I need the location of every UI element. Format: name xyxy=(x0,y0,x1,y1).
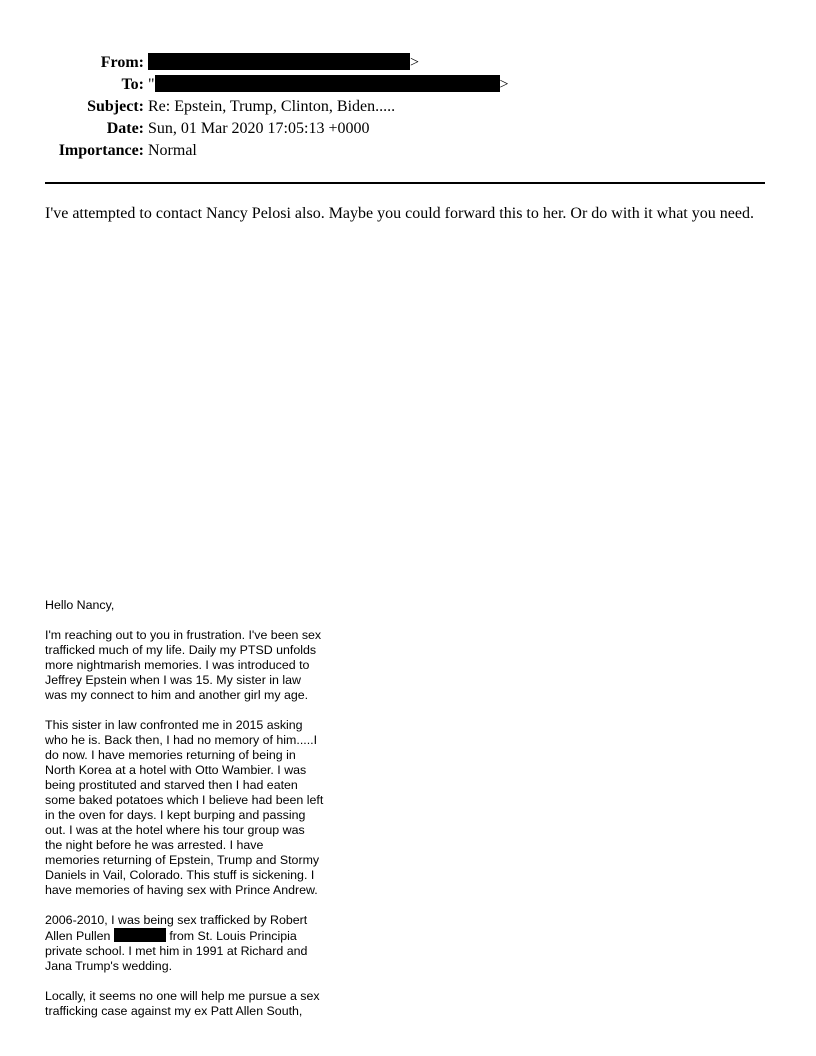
letter-line: trafficked much of my life. Daily my PTSD unfolds xyxy=(45,643,317,657)
date-row xyxy=(0,118,509,140)
from-row xyxy=(0,52,509,74)
intro-message: I've attempted to contact Nancy Pelosi also. Maybe you could forward this to her. Or do with it what you need. xyxy=(45,205,754,222)
letter-line: do now. I have memories returning of being in xyxy=(45,748,296,762)
letter-line: private school. I met him in 1991 at Richard and xyxy=(45,944,308,958)
to-value xyxy=(148,74,509,96)
redaction-box xyxy=(155,75,500,92)
date-value: Sun, 01 Mar 2020 17:05:13 +0000 xyxy=(148,120,370,137)
letter-fragment: Allen Pullen xyxy=(45,929,114,943)
letter-line: Daniels in Vail, Colorado. This stuff is sickening. I xyxy=(45,868,315,882)
letter-line: North Korea at a hotel with Otto Wambier. I was xyxy=(45,763,307,777)
letter-line: out. I was at the hotel where his tour group was xyxy=(45,823,305,837)
forwarded-letter xyxy=(45,598,345,1019)
to-label: To: xyxy=(121,76,144,93)
email-header xyxy=(0,52,509,162)
redaction-box xyxy=(114,928,166,942)
letter-line: more nightmarish memories. I was introduced to xyxy=(45,658,310,672)
letter-line: being prostituted and starved then I had eaten xyxy=(45,778,298,792)
letter-line: Jana Trump's wedding. xyxy=(45,959,173,973)
to-row xyxy=(0,74,509,96)
letter-line: I'm reaching out to you in frustration. I've been sex xyxy=(45,628,322,642)
letter-line xyxy=(45,928,345,944)
letter-greeting: Hello Nancy, xyxy=(45,598,115,612)
letter-line: in the oven for days. I kept burping and passing xyxy=(45,808,306,822)
importance-row xyxy=(0,140,509,162)
letter-line: Jeffrey Epstein when I was 15. My sister in law xyxy=(45,673,301,687)
from-suffix: > xyxy=(410,54,420,71)
letter-line: the night before he was arrested. I have xyxy=(45,838,264,852)
letter-line: memories returning of Epstein, Trump and Stormy xyxy=(45,853,320,867)
to-prefix: " xyxy=(148,76,155,93)
letter-line: 2006-2010, I was being sex trafficked by Robert xyxy=(45,913,308,927)
letter-line: have memories of having sex with Prince Andrew. xyxy=(45,883,318,897)
letter-line: who he is. Back then, I had no memory of him.....I xyxy=(45,733,318,747)
letter-line: trafficking case against my ex Patt Allen South, xyxy=(45,1004,303,1018)
to-suffix: > xyxy=(499,76,509,93)
letter-line: was my connect to him and another girl my age. xyxy=(45,688,309,702)
date-label: Date: xyxy=(106,120,144,137)
letter-fragment: from St. Louis Principia xyxy=(165,929,297,943)
subject-value: Re: Epstein, Trump, Clinton, Biden..... xyxy=(148,98,396,115)
from-value xyxy=(148,52,509,74)
redaction-box xyxy=(148,53,410,70)
letter-line: This sister in law confronted me in 2015 asking xyxy=(45,718,303,732)
letter-line: Locally, it seems no one will help me pursue a sex xyxy=(45,989,320,1003)
importance-value: Normal xyxy=(148,142,197,159)
from-label: From: xyxy=(100,54,144,71)
header-divider xyxy=(45,182,765,184)
subject-row xyxy=(0,96,509,118)
importance-label: Importance: xyxy=(58,142,144,159)
letter-line: some baked potatoes which I believe had been left xyxy=(45,793,324,807)
subject-label: Subject: xyxy=(87,98,144,115)
